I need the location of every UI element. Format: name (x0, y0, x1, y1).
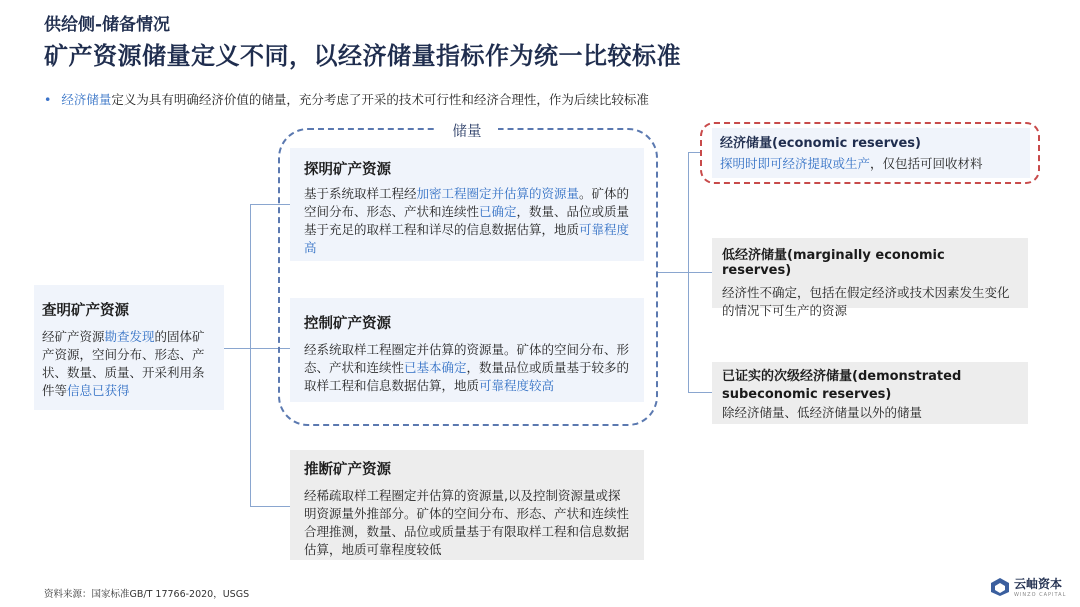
connector-to-subeconomic (688, 392, 712, 393)
bullet-highlight: 经济储量 (61, 92, 112, 107)
explored-resources-title: 探明矿产资源 (304, 162, 391, 178)
explored-resources-body (304, 185, 630, 257)
connector-to-marginal (688, 272, 712, 273)
inferred-resources-box (290, 450, 644, 560)
connector-to-inferred (250, 506, 290, 507)
connector-left-vertical (250, 204, 251, 506)
explored-text-1: 基于系统取样工程经 (304, 186, 417, 201)
bullet-text: 定义为具有明确经济价值的储量，充分考虑了开采的技术可行性和经济合理性，作为后续比较标准 (111, 92, 649, 107)
controlled-highlight-2: 可靠程度较高 (479, 378, 555, 393)
marginal-reserves-body: 经济性不确定，包括在假定经济或技术因素发生变化的情况下可生产的资源 (722, 285, 1010, 318)
page-title: 矿产资源储量定义不同，以经济储量指标作为统一比较标准 (44, 42, 681, 70)
identified-highlight-1: 勘查发现 (104, 329, 155, 344)
explored-text-2: 。矿体的空间分布、形态、产状和连续性 (304, 186, 630, 219)
economic-text: ，仅包括可回收材料 (870, 156, 983, 171)
bullet-icon: • (44, 92, 52, 107)
economic-reserves-box (712, 128, 1030, 178)
identified-resources-box (34, 285, 224, 410)
controlled-text-1: 经系统取样工程圈定并估算的资源量。矿体的空间分布、形态、产状和连续性 (304, 342, 630, 375)
intro-bullet (44, 90, 649, 108)
section-label: 供给侧-储备情况 (44, 15, 171, 35)
identified-highlight-2: 信息已获得 (67, 383, 130, 398)
source-note: 资料来源：国家标准GB/T 17766-2020，USGS (44, 589, 250, 600)
explored-highlight-3: 可靠程度高 (304, 222, 630, 255)
explored-resources-box (290, 148, 644, 261)
identified-text-1: 经矿产资源 (42, 329, 105, 344)
identified-text-2: 的固体矿产资源，空间分布、形态、产状、数量、质量、开采利用条件等 (42, 329, 205, 398)
marginal-reserves-box (712, 238, 1028, 318)
brand-logo (990, 575, 1066, 598)
explored-highlight-2: 已确定 (479, 204, 517, 219)
controlled-highlight-1: 已基本确定 (404, 360, 467, 375)
logo-subtext: WINZO CAPITAL (1014, 592, 1067, 598)
explored-text-3: ，数量、品位或质量基于充足的取样工程和详尽的信息数据估算，地质 (304, 204, 630, 237)
subeconomic-reserves-body: 除经济储量、低经济储量以外的储量 (722, 405, 923, 420)
controlled-resources-body (304, 341, 630, 395)
inferred-resources-title: 推断矿产资源 (304, 462, 391, 478)
economic-reserves-title: 经济储量(economic reserves) (720, 136, 921, 151)
controlled-text-2: ，数量品位或质量基于较多的取样工程和信息数据估算，地质 (304, 360, 630, 393)
inferred-resources-body: 经稀疏取样工程圈定并估算的资源量,以及控制资源量或探明资源量外推部分。矿体的空间分布、形态、产状和连续性合理推测，数量、品位或质量基于有限取样工程和信息数据估算，地质可靠程度较低 (304, 488, 630, 557)
identified-resources-title: 查明矿产资源 (42, 303, 129, 319)
logo-text: 云岫资本 (1014, 577, 1063, 591)
economic-highlight: 探明时即可经济提取或生产 (720, 156, 871, 171)
controlled-resources-box (290, 298, 644, 402)
economic-reserves-body (720, 155, 1022, 173)
marginal-reserves-title: 低经济储量(marginally economic reserves) (722, 248, 945, 278)
reserves-group-label: 储量 (436, 120, 498, 141)
logo-mark-icon (990, 577, 1010, 597)
controlled-resources-title: 控制矿产资源 (304, 316, 391, 332)
subeconomic-reserves-title: 已证实的次级经济储量(demonstrated subeconomic reserves) (722, 369, 962, 402)
explored-highlight-1: 加密工程圈定并估算的资源量 (416, 186, 580, 201)
subeconomic-reserves-box (712, 362, 1028, 424)
connector-group-right (658, 272, 688, 273)
identified-resources-body (42, 328, 216, 400)
